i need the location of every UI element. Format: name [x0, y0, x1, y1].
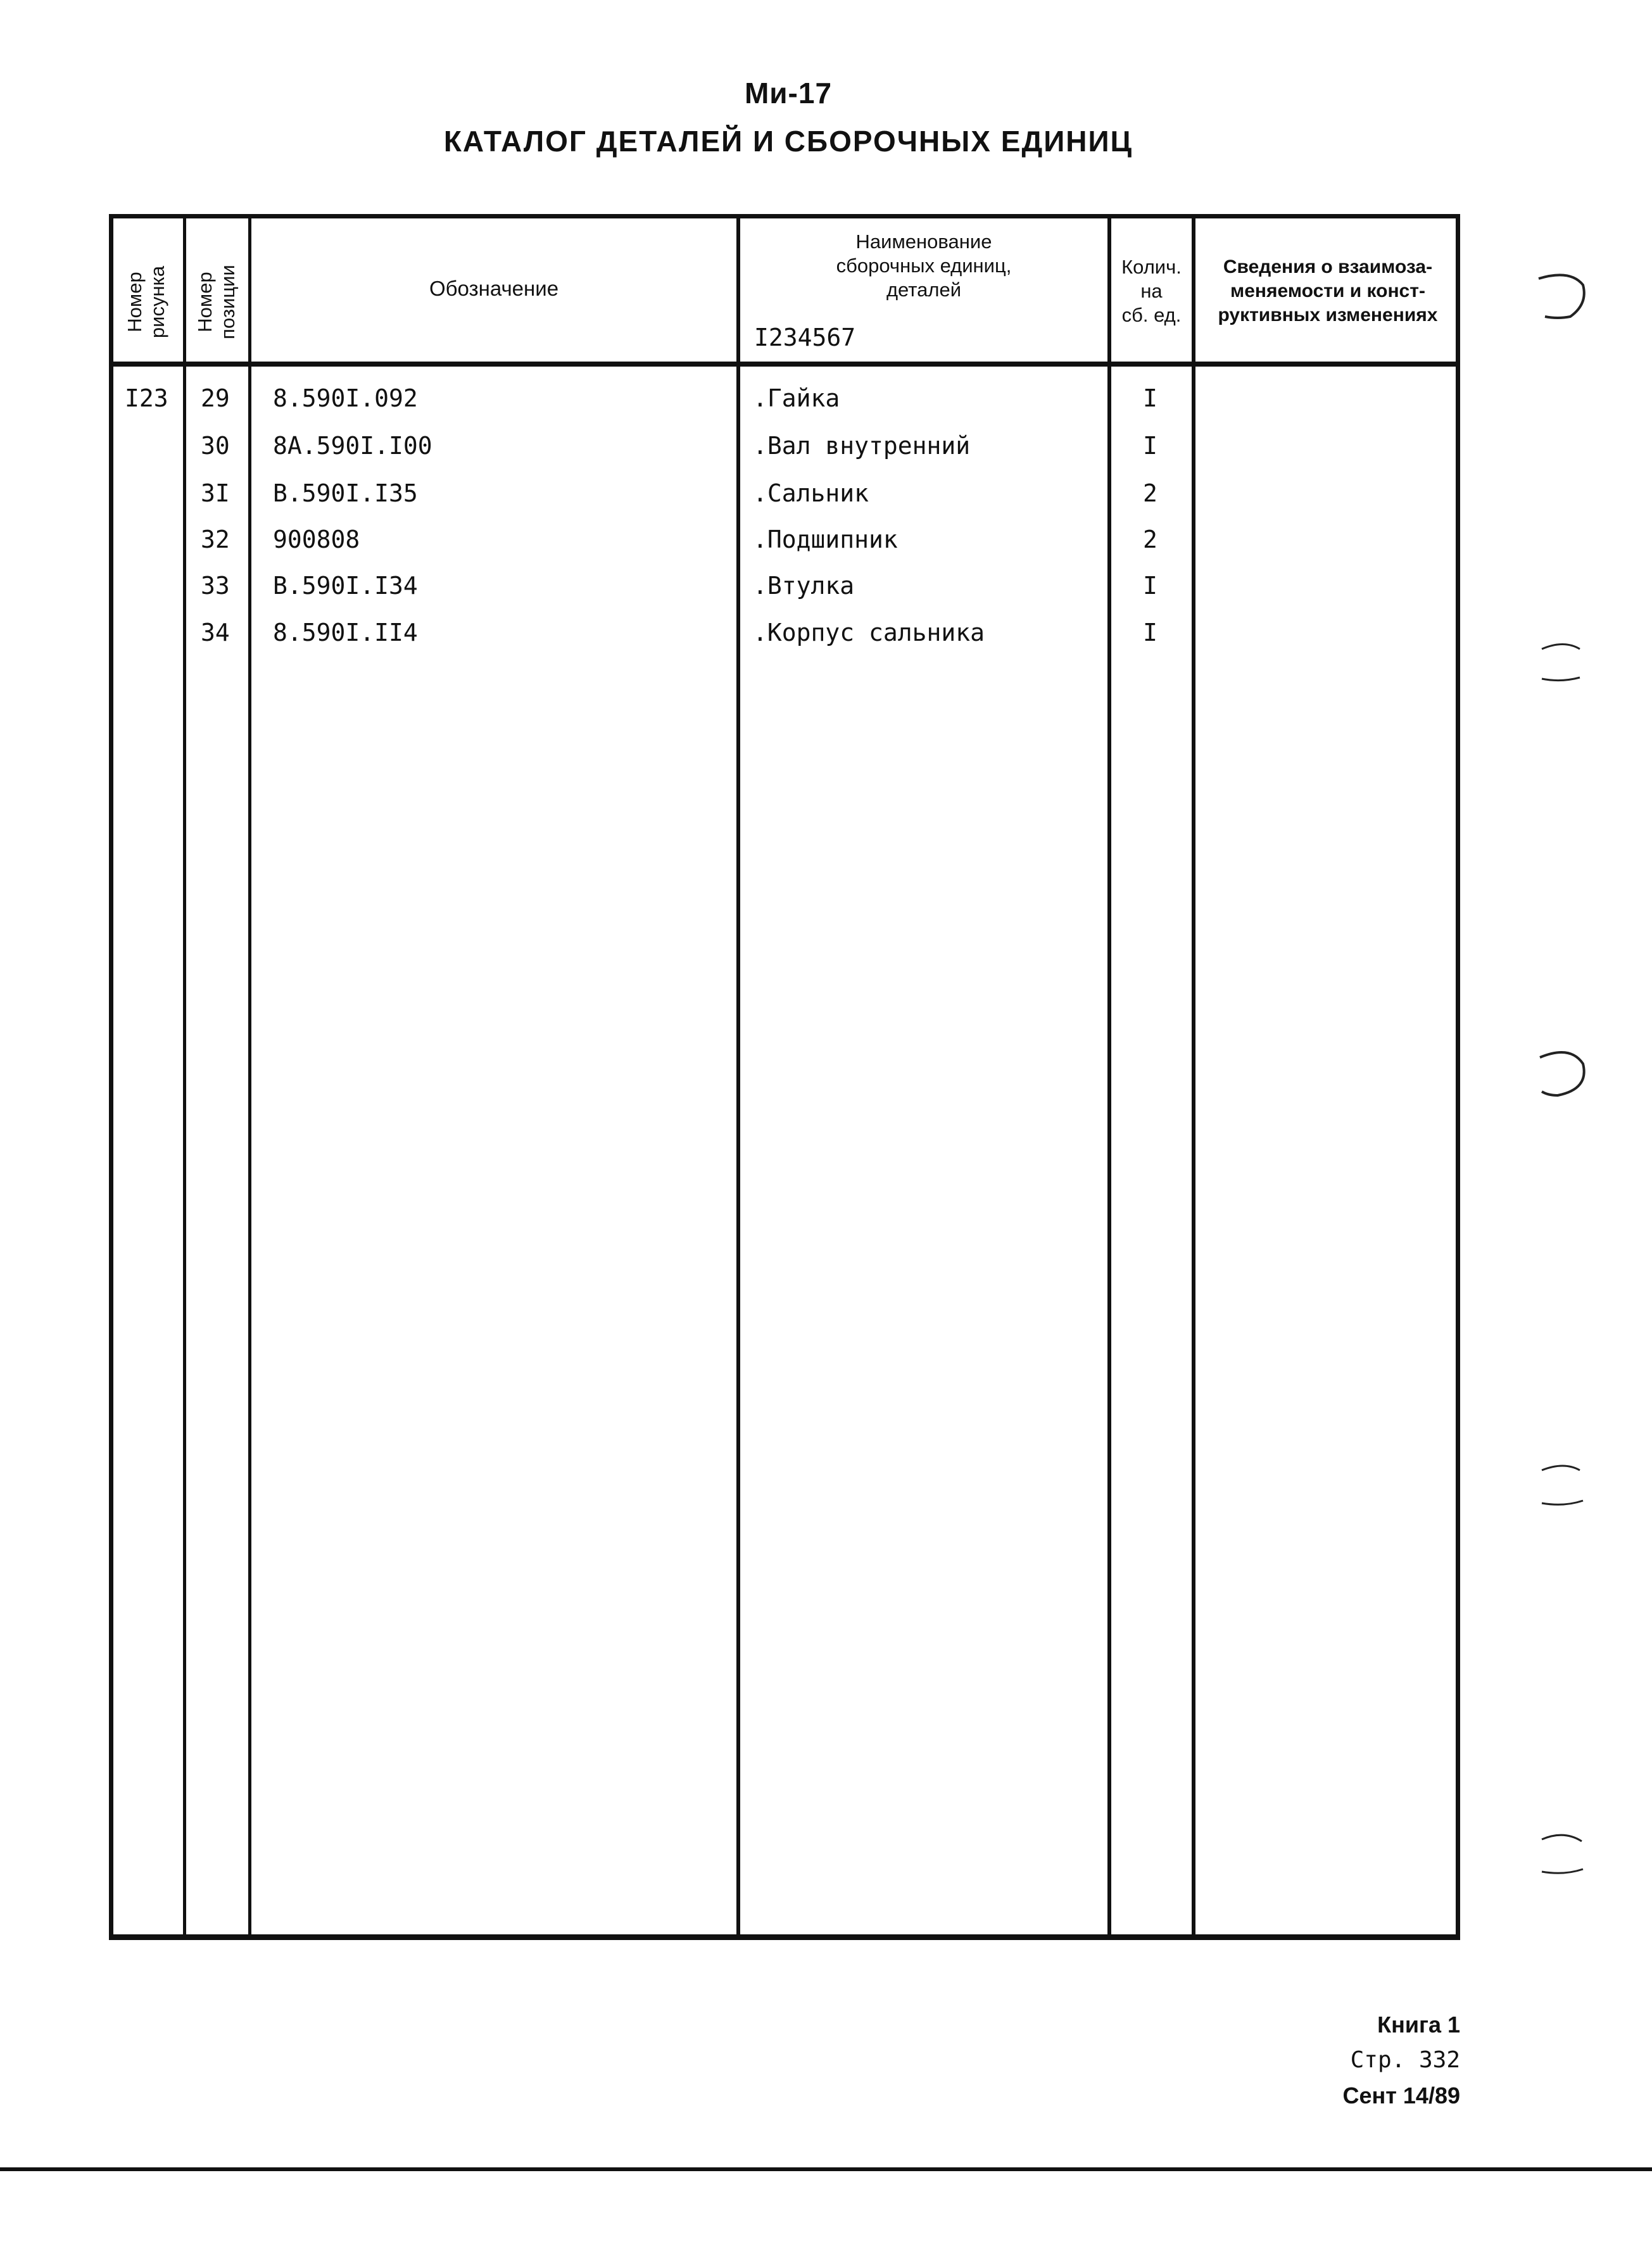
bottom-rule	[0, 2167, 1652, 2171]
header-quantity-line2: на	[1140, 280, 1163, 302]
header-designation: Обозначение	[429, 277, 559, 300]
header-figure-number-line1: Номер	[123, 272, 146, 332]
punch-hole-mark	[1532, 1045, 1608, 1102]
table-row	[113, 572, 1456, 619]
position-number: 32	[201, 526, 230, 553]
table-row	[113, 384, 1456, 431]
part-name: .Вал внутренний	[753, 432, 971, 460]
header-name	[740, 230, 1107, 302]
punch-hole-mark	[1532, 1456, 1608, 1513]
header-quantity-line3: сб. ед.	[1121, 304, 1182, 326]
header-position-number-line1: Номер	[194, 272, 216, 332]
position-number: 30	[201, 432, 230, 460]
page-footer	[1343, 2007, 1460, 2114]
quantity: 2	[1143, 526, 1157, 553]
part-name: .Втулка	[753, 572, 855, 600]
designation: В.590I.I35	[273, 479, 418, 507]
page-number: Стр. 332	[1350, 2047, 1460, 2073]
part-name: .Корпус сальника	[753, 619, 985, 646]
figure-number: I23	[125, 384, 168, 412]
position-number: 29	[201, 384, 230, 412]
header-info-line1: Сведения о взаимоза-	[1223, 256, 1433, 277]
punch-hole-mark	[1532, 266, 1608, 323]
header-interchangeability-info	[1195, 255, 1460, 327]
header-name-line1: Наименование	[855, 230, 992, 253]
header-quantity	[1111, 255, 1192, 327]
position-number: 34	[201, 619, 230, 646]
document-title: КАТАЛОГ ДЕТАЛЕЙ И СБОРОЧНЫХ ЕДИНИЦ	[443, 125, 1133, 158]
position-number: 33	[201, 572, 230, 600]
quantity: I	[1143, 432, 1157, 460]
part-name: .Гайка	[753, 384, 840, 412]
parts-catalog-table	[109, 214, 1460, 1940]
part-name: .Сальник	[753, 479, 869, 507]
revision-date: Сент 14/89	[1342, 2083, 1460, 2108]
header-quantity-line1: Колич.	[1121, 256, 1182, 278]
header-name-code: I234567	[754, 324, 856, 351]
punch-hole-mark	[1532, 1824, 1608, 1881]
header-position-number	[194, 232, 239, 372]
table-row	[113, 432, 1456, 479]
book-number: Книга 1	[1377, 2012, 1460, 2038]
table-row	[113, 526, 1456, 572]
designation: В.590I.I34	[273, 572, 418, 600]
quantity: I	[1143, 384, 1157, 412]
table-row	[113, 619, 1456, 665]
document-code: Ми-17	[744, 77, 833, 110]
header-divider	[113, 362, 1456, 367]
quantity: I	[1143, 572, 1157, 600]
punch-hole-mark	[1532, 633, 1608, 690]
quantity: I	[1143, 619, 1157, 646]
header-info-line2: меняемости и конст-	[1230, 280, 1425, 301]
page-header	[0, 76, 1577, 158]
header-info-line3: руктивных изменениях	[1218, 305, 1438, 325]
table-row	[113, 479, 1456, 526]
header-position-number-line2: позиции	[217, 265, 239, 339]
header-figure-number-line2: рисунка	[146, 265, 168, 339]
designation: 8.590I.II4	[273, 619, 418, 646]
position-number: 3I	[201, 479, 230, 507]
header-name-line3: деталей	[886, 279, 962, 301]
quantity: 2	[1143, 479, 1157, 507]
designation: 8.590I.092	[273, 384, 418, 412]
header-name-line2: сборочных единиц,	[836, 255, 1012, 277]
designation: 8А.590I.I00	[273, 432, 432, 460]
header-figure-number	[123, 232, 169, 372]
designation: 900808	[273, 526, 360, 553]
part-name: .Подшипник	[753, 526, 898, 553]
